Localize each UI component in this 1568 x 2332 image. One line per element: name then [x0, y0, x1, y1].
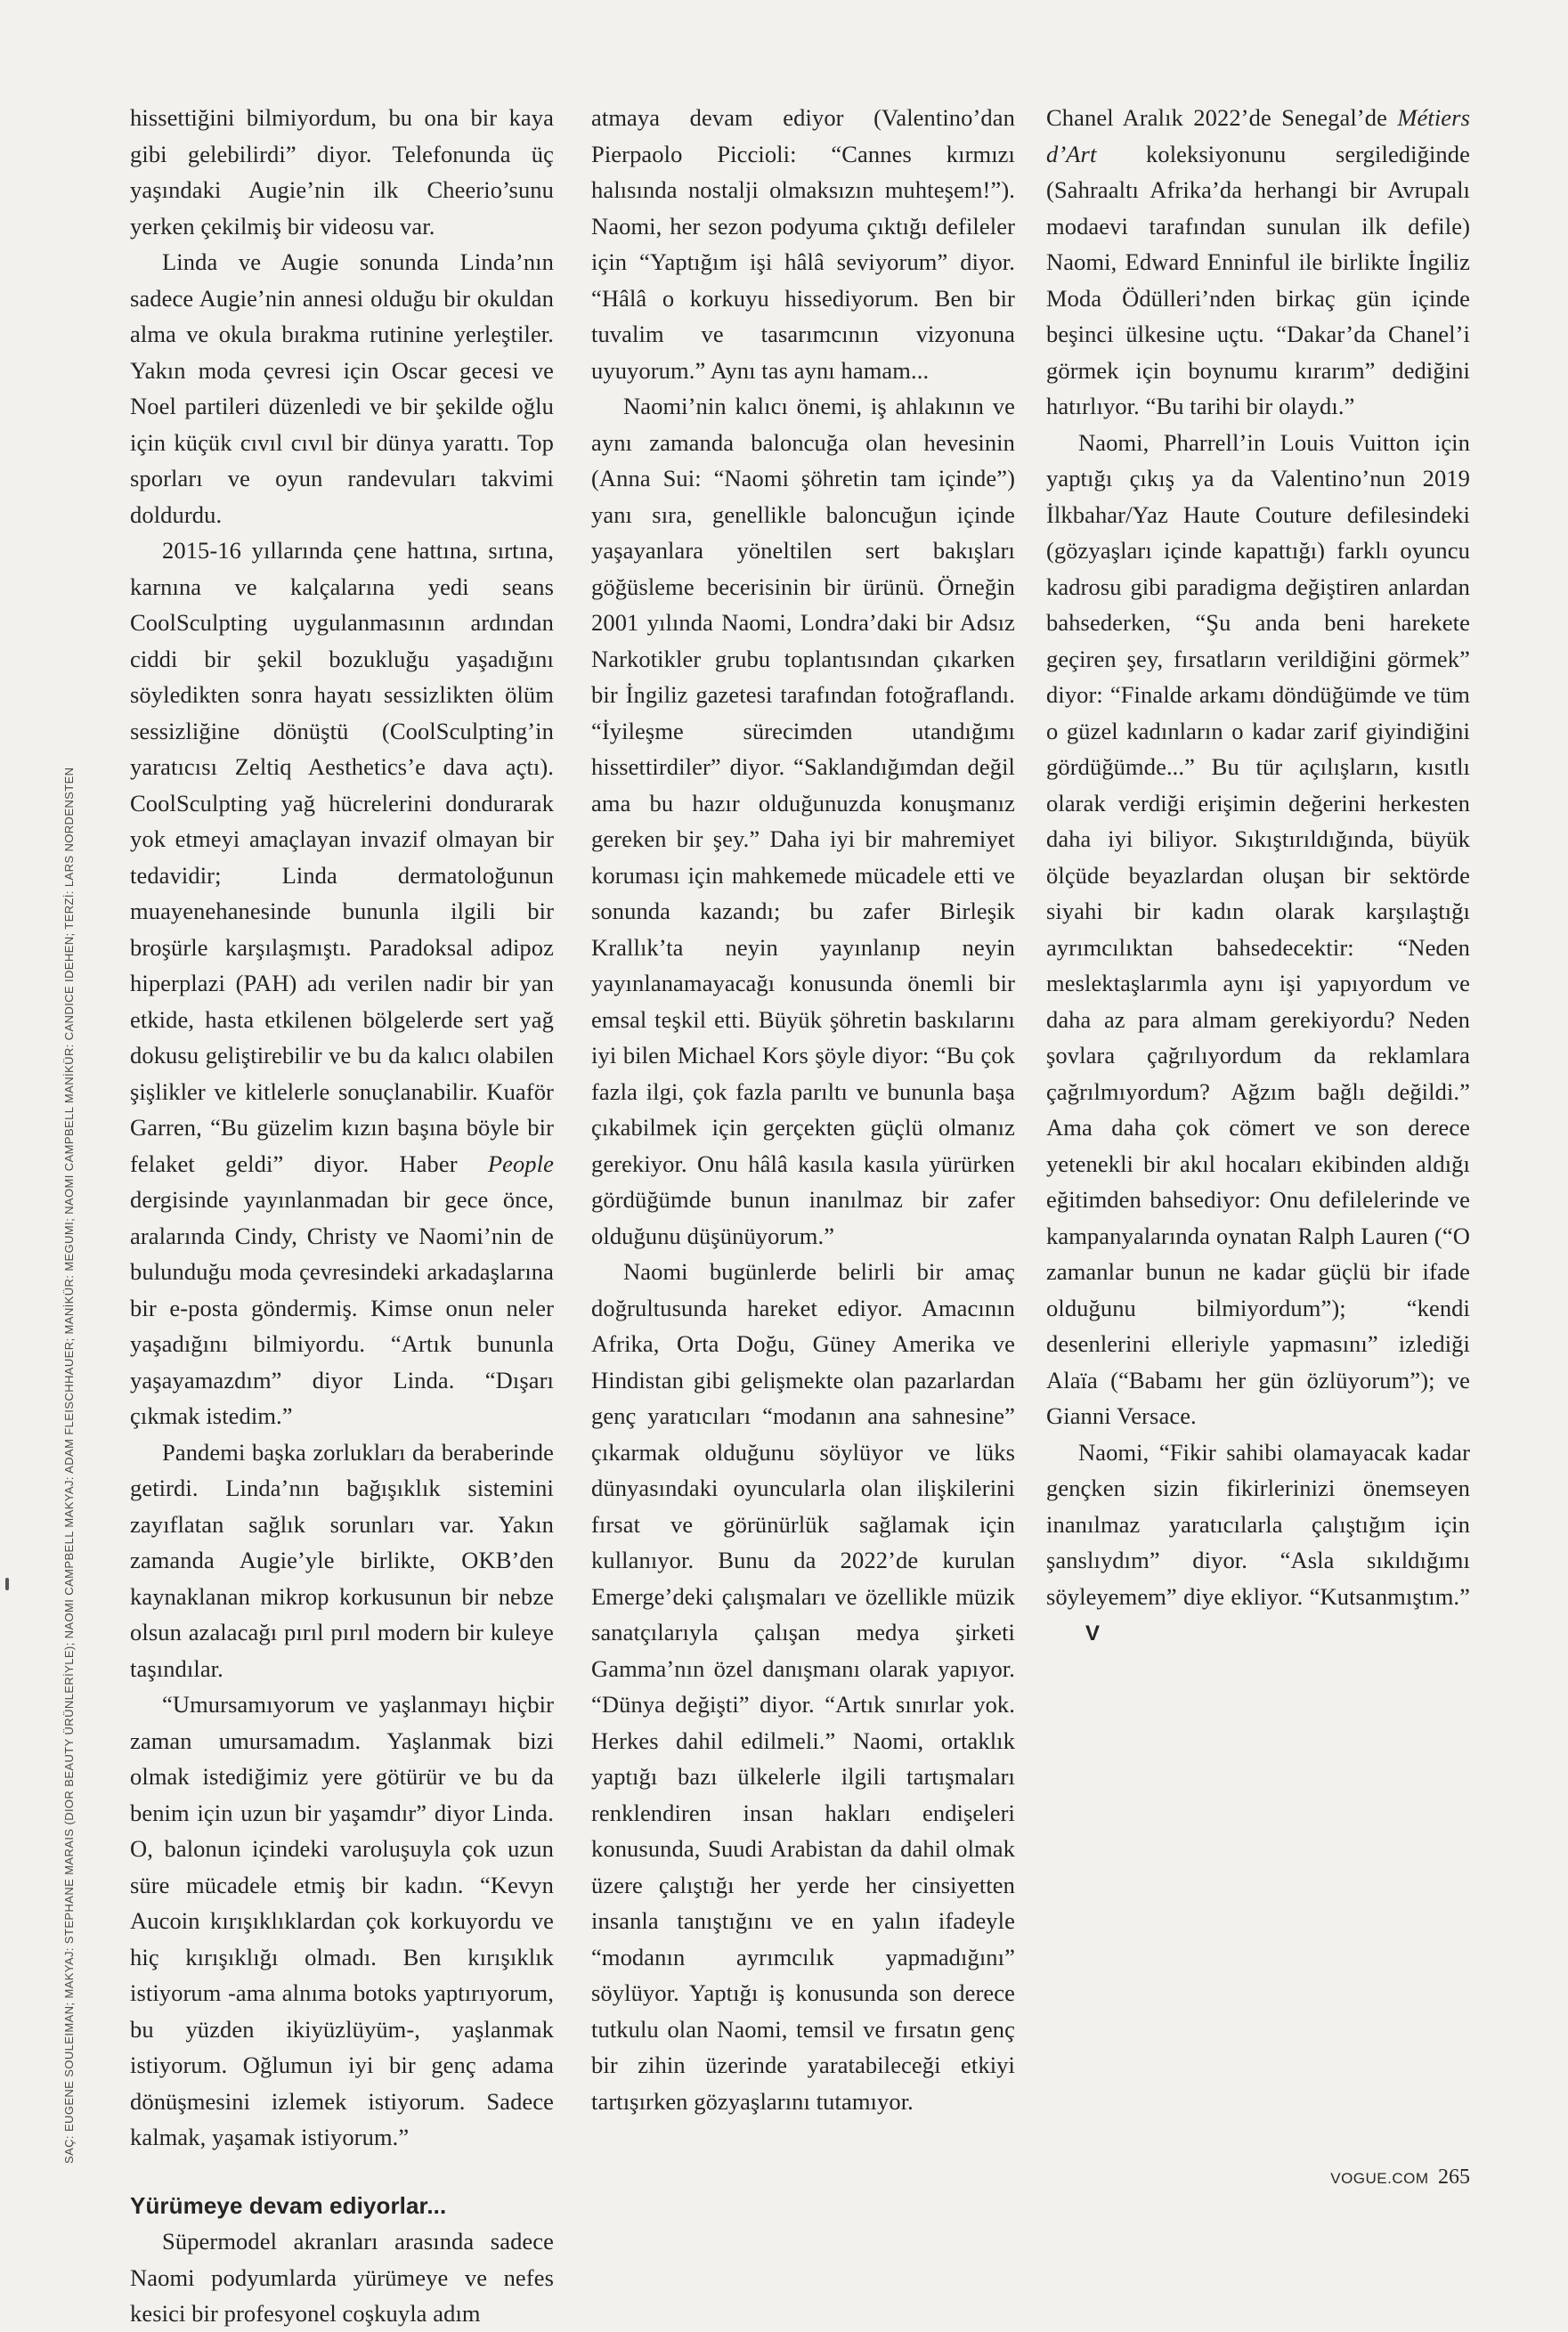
- paragraph: atmaya devam ediyor (Valentino’dan Pierpaolo Piccioli: “Cannes kırmızı halısında nostalji olmaksızın muhteşem!”). Naomi, her sezon podyuma çıktığı defileler için “Yaptığım işi hâlâ seviyorum” diyor. “Hâlâ o korkuyu hissediyorum. Ben bir tuvalim ve tasarımcının vizyonuna uyuyorum.” Aynı tas aynı hamam...: [591, 104, 1015, 384]
- photo-credits: SAÇ: EUGENE SOULEIMAN; MAKYAJ: STEPHANE MARAIS (DIOR BEAUTY ÜRÜNLERİYLE); NAOMI CAMPBELL MAKYAJ: ADAM FLEISCHHAUER; MANİKÜR: MEGUMI; NAOMI CAMPBELL MANİKÜR: CANDICE IDEHEN; TERZİ: LARS NORDENSTEN: [62, 767, 76, 2164]
- page-footer: [1330, 2165, 1470, 2190]
- text-column-2: [591, 100, 1015, 2119]
- paragraph-text: 2015-16 yıllarında çene hattına, sırtına, karnına ve kalçalarına yedi seans CoolSculpting uygulanmasının ardından ciddi bir şekil bozukluğu yaşadığını söyledikten sonra hayatı sessizlikten ölüm sessizliğine dönüştü (CoolSculpting’in yaratıcısı Zeltiq Aesthetics’e dava açtı). CoolSculpting yağ hücrelerini dondurarak yok etmeyi amaçlayan invazif olmayan bir tedavidir; Linda dermatoloğunun muayenehanesinde bununla ilgili bir broşürle karşılaşmıştı. Paradoksal adipoz hiperplazi (PAH) adı verilen nadir bir yan etkide, hasta etkilenen bölgelerde sert yağ dokusu geliştirebilir ve bu da kalıcı olabilen şişlikler ve kitlelerle sonuçlanabilir. Kuaför Garren, “Bu güzelim kızın başına böyle bir felaket geldi” diyor. Haber: [130, 537, 554, 1177]
- paragraph: Naomi bugünlerde belirli bir amaç doğrultusunda hareket ediyor. Amacının Afrika, Orta Doğu, Güney Amerika ve Hindistan gibi gelişmekte olan pazarlardan genç yaratıcıları “modanın ana sahnesine” çıkarmak olduğunu söylüyor ve lüks dünyasındaki oyuncularla olan ilişkilerini fırsat ve görünürlük sağlamak için kullanıyor. Bunu da 2022’de kurulan Emerge’deki çalışmaları ve özellikle müzik sanatçılarıyla çalışan medya şirketi Gamma’nın özel danışmanı olarak yapıyor. “Dünya değişti” diyor. “Artık sınırlar yok. Herkes dahil edilmeli.” Naomi, ortaklık yaptığı bazı ülkelerle ilgili tartışmaları renklendiren insan hakları endişeleri konusunda, Suudi Arabistan da dahil olmak üzere çalıştığı her yerde her cinsiyetten insanla tanıştığını ve en yalın ifadeyle “modanın ayrımcılık yapmadığını” söylüyor. Yaptığı iş konusunda son derece tutkulu olan Naomi, temsil ve fırsatın genç bir zihin üzerinde yaratabileceği etkiyi tartışırken gözyaşlarını tutamıyor.: [591, 1258, 1015, 2115]
- footer-site-name: VOGUE.COM: [1330, 2170, 1429, 2187]
- paragraph-text: koleksiyonunu sergilediğinde (Sahraaltı Afrika’da herhangi bir Avrupalı modaevi tarafından sunulan ilk defile) Naomi, Edward Enninful ile birlikte İngiliz Moda Ödülleri’nden birkaç gün içinde beşinci ülkesine uçtu. “Dakar’da Chanel’i görmek için boynumu kırarım” dediğini hatırlıyor. “Bu tarihi bir olaydı.”: [1046, 140, 1470, 419]
- paragraph: Pandemi başka zorlukları da beraberinde getirdi. Linda’nın bağışıklık sistemini zayıflatan sağlık sorunları var. Yakın zamanda Augie’yle birlikte, OKB’den kaynaklanan mikrop korkusunun bir nebze olsun azalacağı pırıl pırıl modern bir kuleye taşındılar.: [130, 1438, 554, 1682]
- paragraph-text: dergisinde yayınlanmadan bir gece önce, aralarında Cindy, Christy ve Naomi’nin de bulunduğu moda çevresindeki arkadaşlarına bir e-posta göndermiş. Kimse onun neler yaşadığını bilmiyordu. “Artık bununla yaşayamazdım” diyor Linda. “Dışarı çıkmak istedim.”: [130, 1186, 554, 1429]
- paragraph: hissettiğini bilmiyordum, bu ona bir kaya gibi gelebilirdi” diyor. Telefonunda üç yaşındaki Augie’nin ilk Cheerio’sunu yerken çekilmiş bir videosu var.: [130, 104, 554, 240]
- section-subheading: Yürümeye devam ediyorlar...: [130, 2191, 447, 2219]
- paragraph: [1046, 100, 1470, 425]
- text-column-3: [1046, 100, 1470, 1653]
- vogue-v-end-mark-icon: V: [1085, 1621, 1101, 1645]
- paragraph: Naomi, Pharrell’in Louis Vuitton için yaptığı çıkış ya da Valentino’nun 2019 İlkbahar/Yaz Haute Couture defilesindeki (gözyaşları içinde kapattığı) farklı oyuncu kadrosu gibi paradigma değiştiren anlardan bahsederken, “Şu anda beni harekete geçiren şey, fırsatların verildiğini görmek” diyor: “Finalde arkamı döndüğümde ve tüm o güzel kadınların o kadar zarif giyindiğini gördüğümde...” Bu tür açılışların, kısıtlı olarak verdiği erişimin değerini herkesten daha iyi biliyor. Sıkıştırıldığında, büyük ölçüde beyazlardan oluşan bir sektörde siyahi bir kadın olarak karşılaştığı ayrımcılıktan bahsedecektir: “Neden meslektaşlarımla aynı işi yapıyordum ve daha az para almam gerekiyordu? Neden şovlara çağrılıyordum da reklamlara çağrılmıyordum? Ağzım bağlı değildi.” Ama daha çok cömert ve son derece yetenekli bir akıl hocaları ekibinden aldığı eğitimden bahsediyor: Onu defilelerinde ve kampanyalarında oynatan Ralph Lauren (“O zamanlar bunun ne kadar güçlü bir ifade olduğunu bilmiyordum”); “kendi desenlerini elleriyle yapmasını” izlediği Alaïa (“Babamı her gün özlüyorum”); ve Gianni Versace.: [1046, 428, 1470, 1429]
- magazine-title: People: [487, 1150, 554, 1177]
- paragraph-text: Naomi, “Fikir sahibi olamayacak kadar gençken sizin fikirlerinizi önemseyen inanılmaz yaratıcılarla çalıştığım için şanslıydım” diyor. “Asla sıkıldığımı söyleyemem” diye ekliyor. “Kutsanmıştım.”: [1046, 1438, 1470, 1610]
- paragraph: Linda ve Augie sonunda Linda’nın sadece Augie’nin annesi olduğu bir okuldan alma ve okula bırakma rutinine yerleştiler. Yakın moda çevresi için Oscar gecesi ve Noel partileri düzenledi ve bir şekilde oğlu için küçük cıvıl cıvıl bir dünya yarattı. Top sporları ve oyun randevuları takvimi doldurdu.: [130, 248, 554, 528]
- paragraph-text: Chanel Aralık 2022’de Senegal’de: [1046, 104, 1387, 131]
- paragraph: “Umursamıyorum ve yaşlanmayı hiçbir zaman umursamadım. Yaşlanmak bizi olmak istediğimiz yere götürür ve bu da benim için uzun bir yaşamdır” diyor Linda. O, balonun içindeki varoluşuyla çok uzun süre mücadele etmiş bir kadın. “Kevyn Aucoin kırışıklıklardan çok korkuyordu ve hiç kırışıklığı olmadı. Ben kırışıklık istiyorum -ama alnıma botoks yaptırıyorum, bu yüzden ikiyüzlüyüm-, yaşlanmak istiyorum. Oğlumun iyi bir genç adama dönüşmesini izlemek istiyorum. Sadece kalmak, yaşamak istiyorum.”: [130, 1691, 554, 2150]
- paragraph: Süpermodel akranları arasında sadece Naomi podyumlarda yürümeye ve nefes kesici bir profesyonel coşkuyla adım: [130, 2228, 554, 2327]
- paragraph: [130, 532, 554, 1434]
- paragraph: Naomi’nin kalıcı önemi, iş ahlakının ve aynı zamanda baloncuğa olan hevesinin (Anna Sui: “Naomi şöhretin tam içinde”) yanı sıra, genellikle baloncuğun içinde yaşayanlara yöneltilen sert bakışları göğüsleme becerisinin bir ürünü. Örneğin 2001 yılında Naomi, Londra’daki bir Adsız Narkotikler grubu toplantısından çıkarken bir İngiliz gazetesi tarafından fotoğraflandı. “İyileşme sürecimden utandığımı hissettirdiler” diyor. “Saklandığımdan değil ama bu hazır olduğunuzda konuşmanız gereken bir şey.” Daha iyi bir mahremiyet koruması için mahkemede mücadele etti ve sonunda kazandı; bu zafer Birleşik Krallık’ta neyin yayınlanıp neyin yayınlanamayacağı konusunda önemli bir emsal teşkil etti. Büyük şöhretin baskılarını iyi bilen Michael Kors şöyle diyor: “Bu çok fazla ilgi, çok fazla parıltı ve bununla başa çıkabilmek için gerçekten güçlü olmanız gerekiyor. Onu hâlâ kasıla kasıla yürürken gördüğümde bunun inanılmaz bir zafer olduğunu düşünüyorum.”: [591, 393, 1015, 1249]
- page-number: 265: [1438, 2165, 1470, 2189]
- collection-title: Métiers d’Art: [1046, 104, 1470, 167]
- text-column-1: [130, 100, 554, 2332]
- paragraph: [1046, 1434, 1470, 1653]
- scan-artifact: [5, 1578, 9, 1590]
